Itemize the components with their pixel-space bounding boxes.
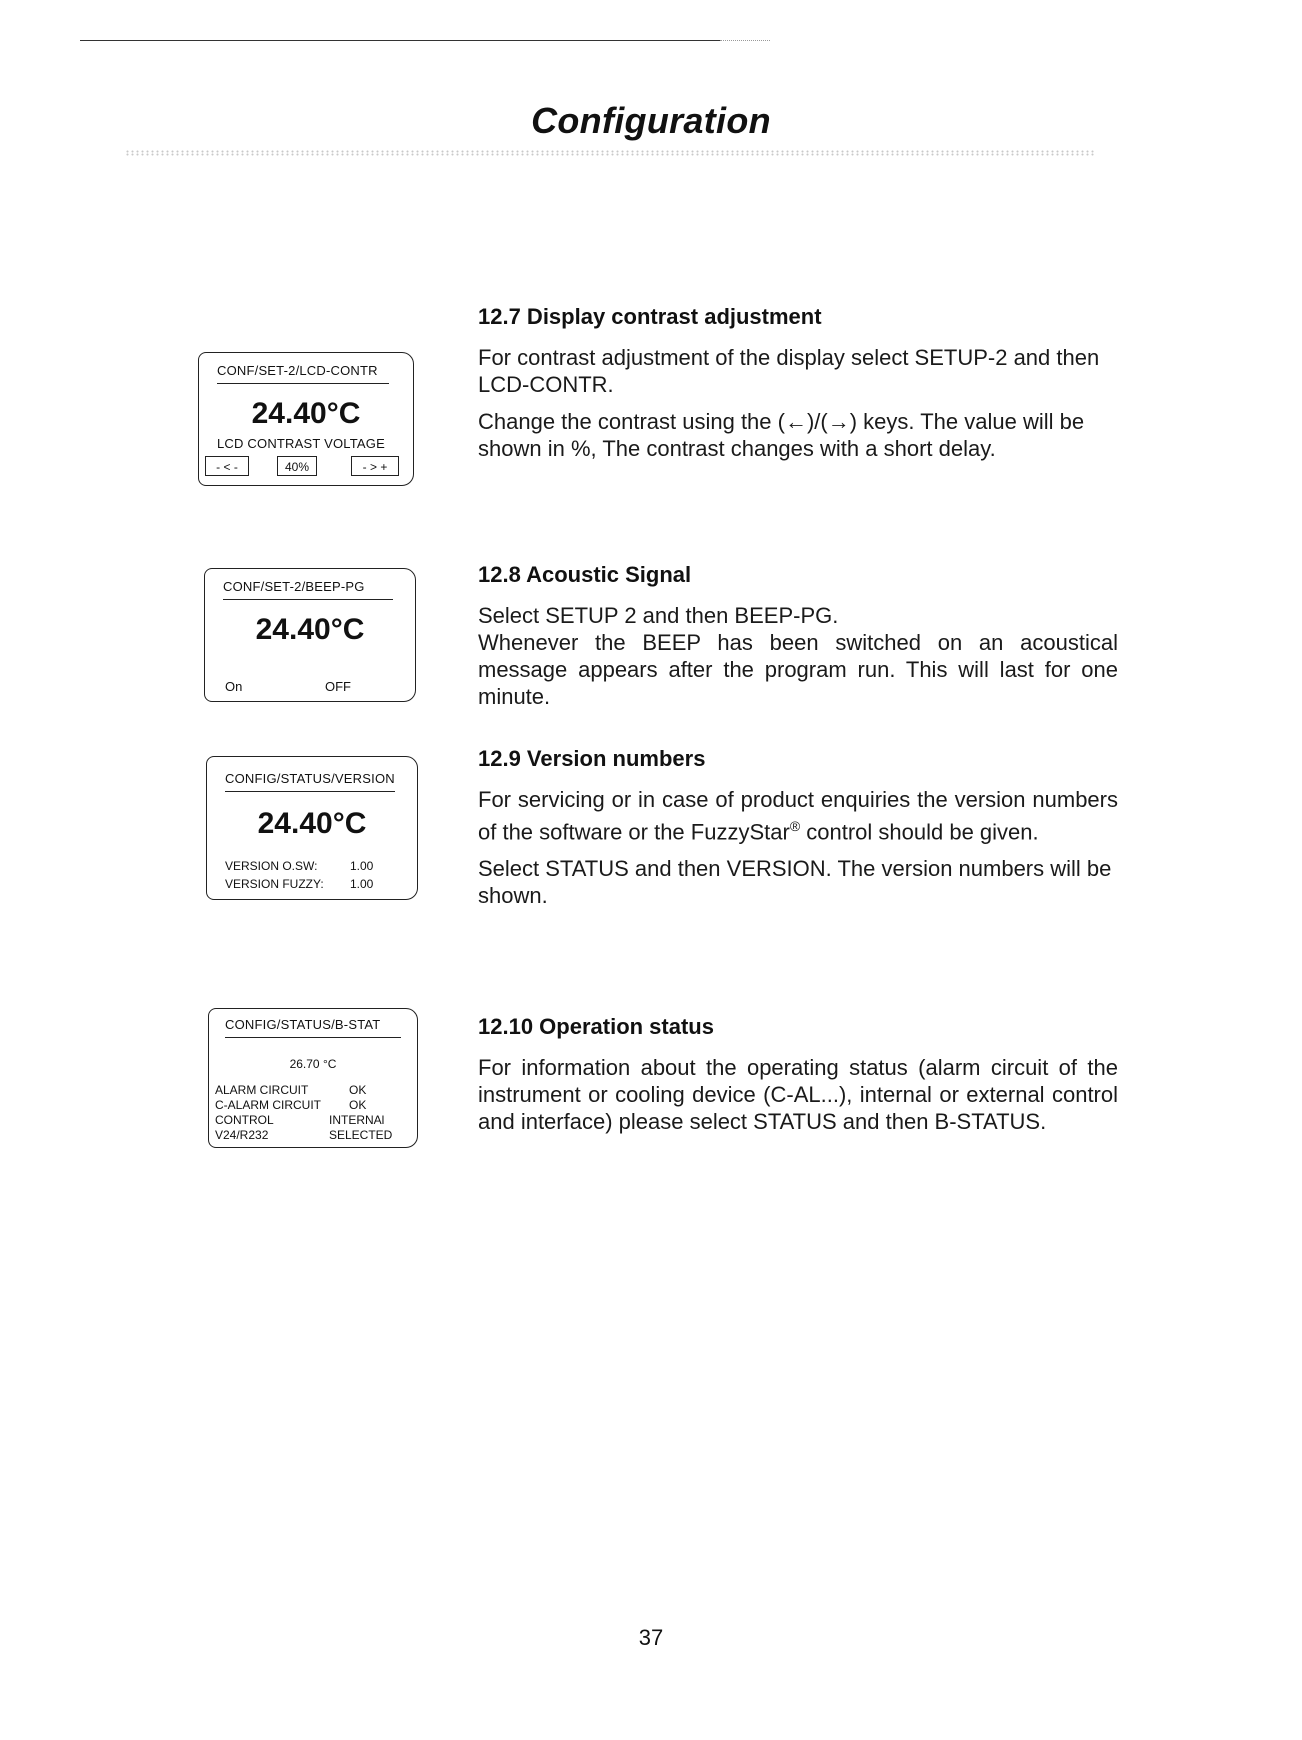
- paragraph-text: For servicing or in case of product enquiries the version numbers of the software or the FuzzyStar: [478, 787, 1118, 845]
- contrast-increase-key[interactable]: - > +: [351, 456, 399, 476]
- bstat-panel: [208, 1008, 418, 1148]
- bstat-path-rule: [225, 1037, 401, 1038]
- version-row-label: VERSION FUZZY:: [225, 877, 324, 891]
- contrast-decrease-key[interactable]: - < -: [205, 456, 249, 476]
- section-12-7: [478, 304, 1118, 472]
- beep-path-rule: [223, 599, 393, 600]
- bstat-row-value: INTERNAl: [329, 1113, 385, 1127]
- paragraph-text: control should be given.: [800, 819, 1039, 845]
- section-paragraph: Change the contrast using the (←)/(→) keys. The value will be shown in %, The contrast changes with a short delay.: [478, 409, 1085, 461]
- beep-menu-path: CONF/SET-2/BEEP-PG: [223, 579, 365, 594]
- beep-option-on[interactable]: On: [225, 679, 243, 694]
- section-heading: 12.9 Version numbers: [478, 746, 706, 771]
- bstat-row-value: OK: [349, 1098, 367, 1112]
- version-temperature: 24.40°C: [257, 807, 367, 840]
- header-rule: [80, 40, 720, 41]
- section-12-10: [478, 1014, 1118, 1145]
- lcd-contrast-panel: [198, 352, 414, 486]
- section-paragraph: For information about the operating status (alarm circuit of the instrument or cooling device (C-AL...), internal or external control and interface) please select STATUS and then B-STATUS.: [478, 1055, 1118, 1134]
- section-heading: 12.8 Acoustic Signal: [478, 562, 692, 587]
- title-underline: [125, 150, 1095, 156]
- beep-option-off[interactable]: OFF: [325, 679, 351, 694]
- lcd-path-rule: [217, 383, 389, 384]
- version-path-rule: [225, 791, 395, 792]
- version-row-value: 1.00: [350, 877, 374, 891]
- section-12-8: [478, 562, 1118, 720]
- bstat-row-value: OK: [349, 1083, 367, 1097]
- version-panel: [206, 756, 418, 900]
- section-paragraph: [478, 786, 1118, 845]
- page-title: Configuration: [531, 100, 771, 141]
- bstat-menu-path: CONFIG/STATUS/B-STAT: [225, 1017, 381, 1032]
- section-paragraph: For contrast adjustment of the display select SETUP-2 and then LCD-CONTR.: [478, 345, 1100, 397]
- section-12-9: [478, 746, 1118, 919]
- bstat-temperature: 26.70 °C: [289, 1057, 337, 1071]
- registered-mark: ®: [789, 818, 801, 834]
- version-row-label: VERSION O.SW:: [225, 859, 318, 873]
- section-paragraph: Select SETUP 2 and then BEEP-PG.: [478, 603, 839, 628]
- lcd-temperature: 24.40°C: [251, 397, 361, 430]
- section-paragraph: Select STATUS and then VERSION. The version numbers will be shown.: [478, 856, 1112, 909]
- version-row-value: 1.00: [350, 859, 374, 873]
- bstat-row-label: V24/R232: [215, 1128, 269, 1142]
- beep-temperature: 24.40°C: [255, 613, 365, 646]
- header-rule-fade: [720, 40, 770, 41]
- contrast-value: 40%: [277, 456, 317, 476]
- bstat-row-label: CONTROL: [215, 1113, 274, 1127]
- lcd-contrast-label: LCD CONTRAST VOLTAGE: [217, 436, 385, 451]
- bstat-row-label: ALARM CIRCUIT: [215, 1083, 309, 1097]
- page-number: 37: [638, 1625, 664, 1650]
- section-paragraph: Whenever the BEEP has been switched on an acoustical message appears after the program run. This will last for one minute.: [478, 630, 1118, 709]
- bstat-row-label: C-ALARM CIRCUIT: [215, 1098, 322, 1112]
- section-heading: 12.7 Display contrast adjustment: [478, 304, 822, 329]
- version-menu-path: CONFIG/STATUS/VERSION: [225, 771, 395, 786]
- section-heading: 12.10 Operation status: [478, 1014, 714, 1039]
- beep-panel: [204, 568, 416, 702]
- lcd-menu-path: CONF/SET-2/LCD-CONTR: [217, 363, 378, 378]
- bstat-row-value: SELECTED: [329, 1128, 393, 1142]
